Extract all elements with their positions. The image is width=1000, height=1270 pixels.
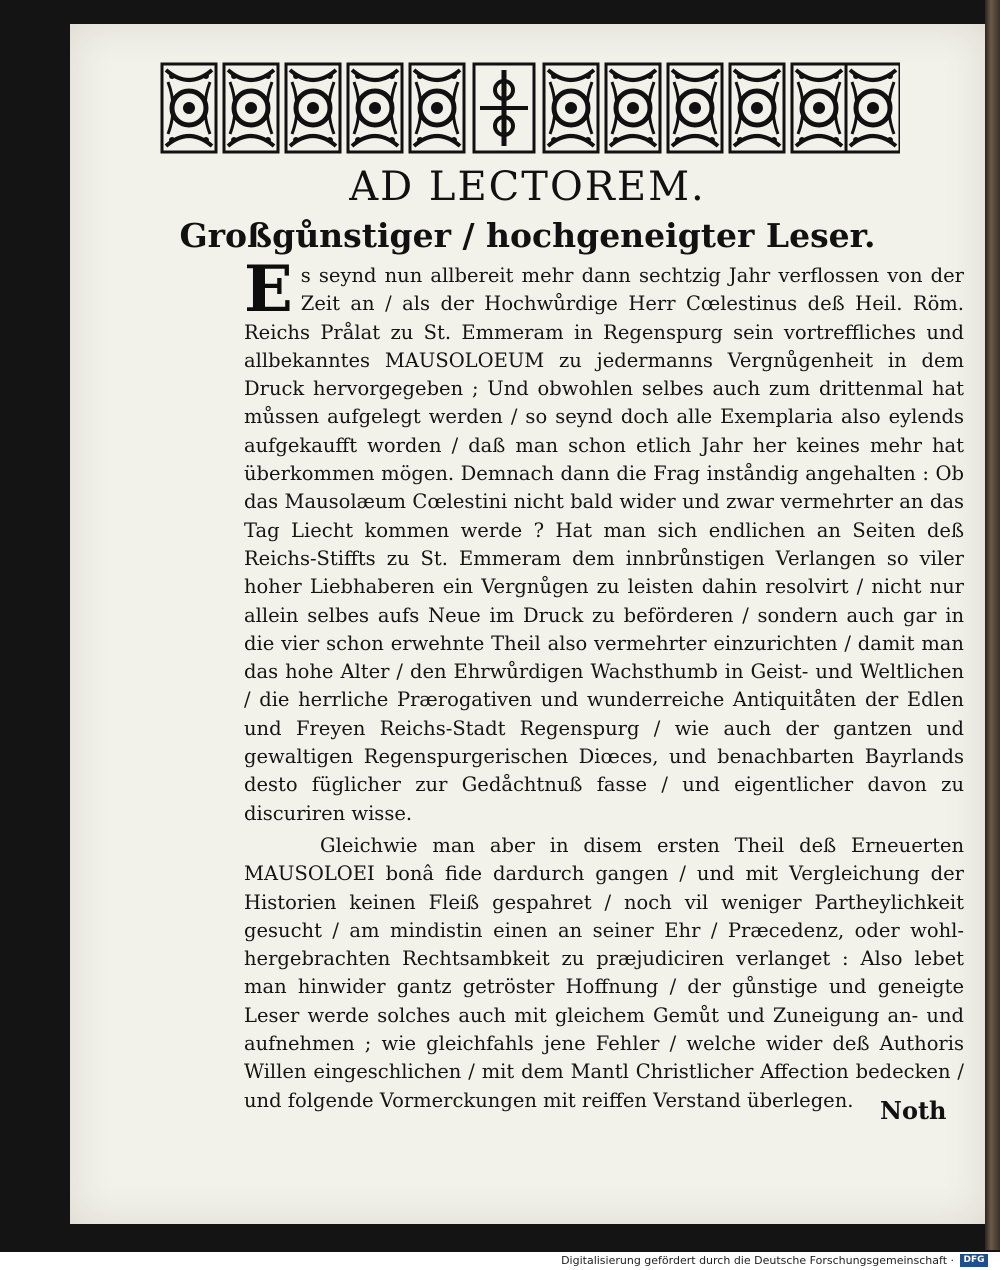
paragraph-2: Gleichwie man aber in disem ersten Theil deß Erneuerten MAUSOLOEI bonâ fide dardurch gangen / und mit Vergleichung der Historien keinen Fleiß gespahret / noch vil weniger Partheylichkeit gesucht / am mindistin einen an seiner Ehr / Præcedenz, oder wohl-hergebrachten Rechtsambkeit zu præjudiciren verlanget : Also lebet man hinwider gantz getröster Hoffnung / der gůnstige und geneigte Leser werde solches auch mit gleichem Gemůt und Zuneigung an- und aufnehmen ; wie gleichfahls jene Fehler / welche wider deß Authoris Willen eingeschlichen / mit dem Mantl Christlicher Affection bedecken / und folgende Vormerckungen mit reiffen Verstand überlegen. — [244, 833, 964, 1112]
paragraph-1 — [244, 252, 964, 828]
catchword: Noth — [880, 1096, 947, 1125]
footer-credit: Digitalisierung gefördert durch die Deutsche Forschungsgemeinschaft · — [561, 1254, 954, 1267]
body-text — [244, 252, 964, 1115]
decorative-header-ornament — [160, 62, 900, 154]
page-subtitle: Großgůnstiger / hochgeneigter Leser. — [179, 216, 876, 255]
drop-cap-initial: E — [244, 252, 293, 327]
paragraph-1-text: s seynd nun allbereit mehr dann sechtzig Jahr verflossen von der Zeit an / als der Hochwůrdige Herr Cœlestinus deß Heil. Röm. Reichs Prålat zu St. Emmeram in Regenspurg sein vortreffliches und allbekanntes MAUSOLOEUM zu jedermanns Vergnůgenheit in dem Druck hervorgegeben ; Und obwohlen selbes auch zum drittenmal hat můssen aufgelegt werden / so seynd doch alle Exemplaria also eylends aufgekaufft worden / daß man schon etlich Jahr her keines mehr hat überkommen mögen. Demnach dann die Frag inståndig angehalten : Ob das Mausolæum Cœlestini nicht bald wider und zwar vermehrter an das Tag Liecht kommen werde ? Hat man sich endlichen an Seiten deß Reichs-Stiffts zu St. Emmeram dem innbrůnstigen Verlangen so viler hoher Liebhaberen ein Vergnůgen zu leisten dahin resolvirt / nicht nur allein selbes aufs Neue im Druck zu beförderen / sondern auch gar in die vier schon erwehnte Theil also vermehrter einzurichten / damit man das hohe Alter / den Ehrwůrdigen Wachsthumb in Geist- und Weltlichen / die herrliche Prærogativen und wunderreiche Antiquitåten der Edlen und Freyen Reichs-Stadt Regenspurg / wie auch der gantzen und gewaltigen Regenspurgerischen Diœces, und benachbarten Bayrlands desto füglicher zur Gedåchtnuß fasse / und eigentlicher davon zu discuriren wisse. — [244, 264, 964, 825]
footer-bar — [0, 1252, 1000, 1270]
dfg-logo: DFG — [960, 1254, 988, 1267]
book-edge — [985, 0, 1000, 1250]
page-title: AD LECTOREM. — [349, 164, 706, 210]
ornament-center-piece — [474, 64, 534, 152]
